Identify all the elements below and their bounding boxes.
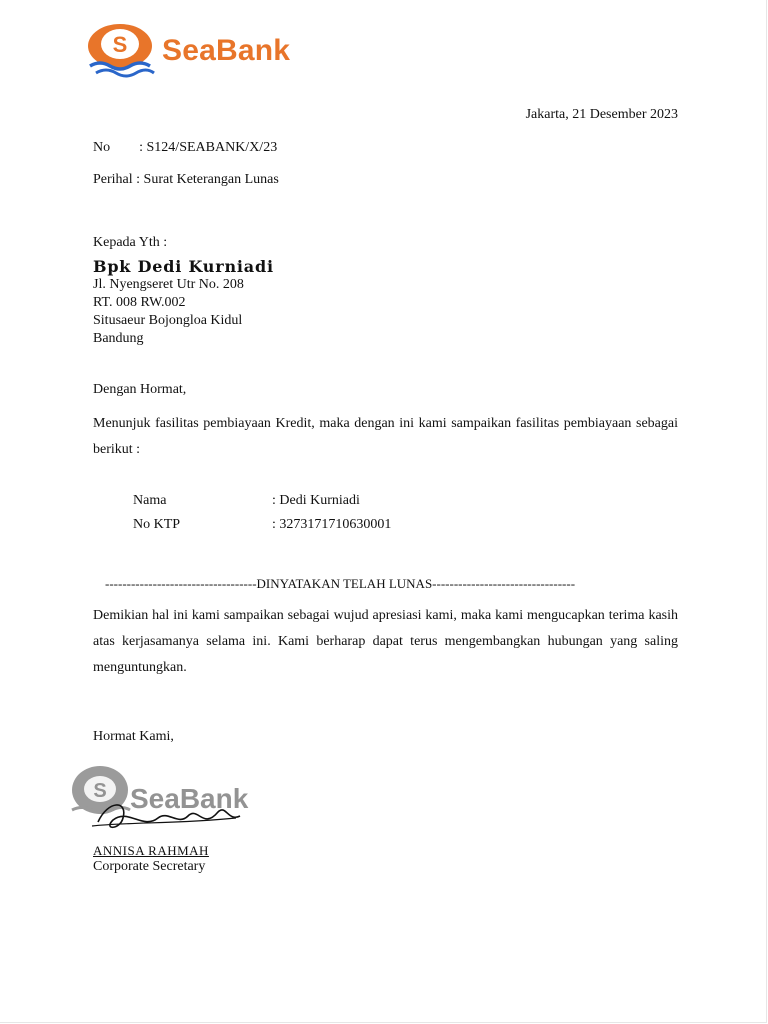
recipient-heading: Kepada Yth : [93, 235, 168, 250]
seabank-logo [86, 22, 316, 82]
detail-value: : Dedi Kurniadi [272, 493, 360, 508]
seabank-logo-icon [86, 22, 160, 82]
letter-subject: Perihal : Surat Keterangan Lunas [93, 172, 279, 187]
detail-label: Nama [133, 493, 167, 508]
company-stamp [68, 760, 268, 845]
address-line: Situsaeur Bojongloa Kidul [93, 313, 243, 328]
signer-name: ANNISA RAHMAH [93, 843, 209, 858]
closing-paragraph: Demikian hal ini kami sampaikan sebagai wujud apresiasi kami, maka kami mengucapkan terima kasih atas kerjasamanya selama ini. Kami berharap dapat terus mengembangkan hubungan yang saling menguntungkan. [93, 608, 678, 675]
svg-text:S: S [93, 780, 107, 802]
signer-title: Corporate Secretary [93, 859, 206, 874]
detail-label: No KTP [133, 517, 181, 532]
address-line: Jl. Nyengseret Utr No. 208 [93, 277, 244, 292]
recipient-name: Bpk Dedi Kurniadi [93, 257, 274, 276]
paid-off-statement: -----------------------------------DINYATAKAN TELAH LUNAS--------------------------------- [105, 576, 576, 591]
stamp-signature-image [68, 760, 268, 845]
detail-value: : 3273171710630001 [272, 517, 392, 532]
svg-text:S: S [112, 32, 128, 57]
greeting: Dengan Hormat, [93, 382, 187, 397]
letter-number-value: : S124/SEABANK/X/23 [139, 140, 278, 155]
address-line: RT. 008 RW.002 [93, 295, 186, 310]
address-line: Bandung [93, 331, 144, 346]
letter-number [93, 140, 277, 156]
letter-number-label: No [93, 140, 111, 155]
logo-wordmark: SeaBank [162, 34, 291, 67]
closing-salutation: Hormat Kami, [93, 729, 174, 744]
letter-date: Jakarta, 21 Desember 2023 [525, 107, 678, 122]
svg-text:SeaBank: SeaBank [130, 783, 249, 814]
intro-paragraph: Menunjuk fasilitas pembiayaan Kredit, maka dengan ini kami sampaikan fasilitas pembiayaan sebagai berikut : [93, 416, 678, 457]
